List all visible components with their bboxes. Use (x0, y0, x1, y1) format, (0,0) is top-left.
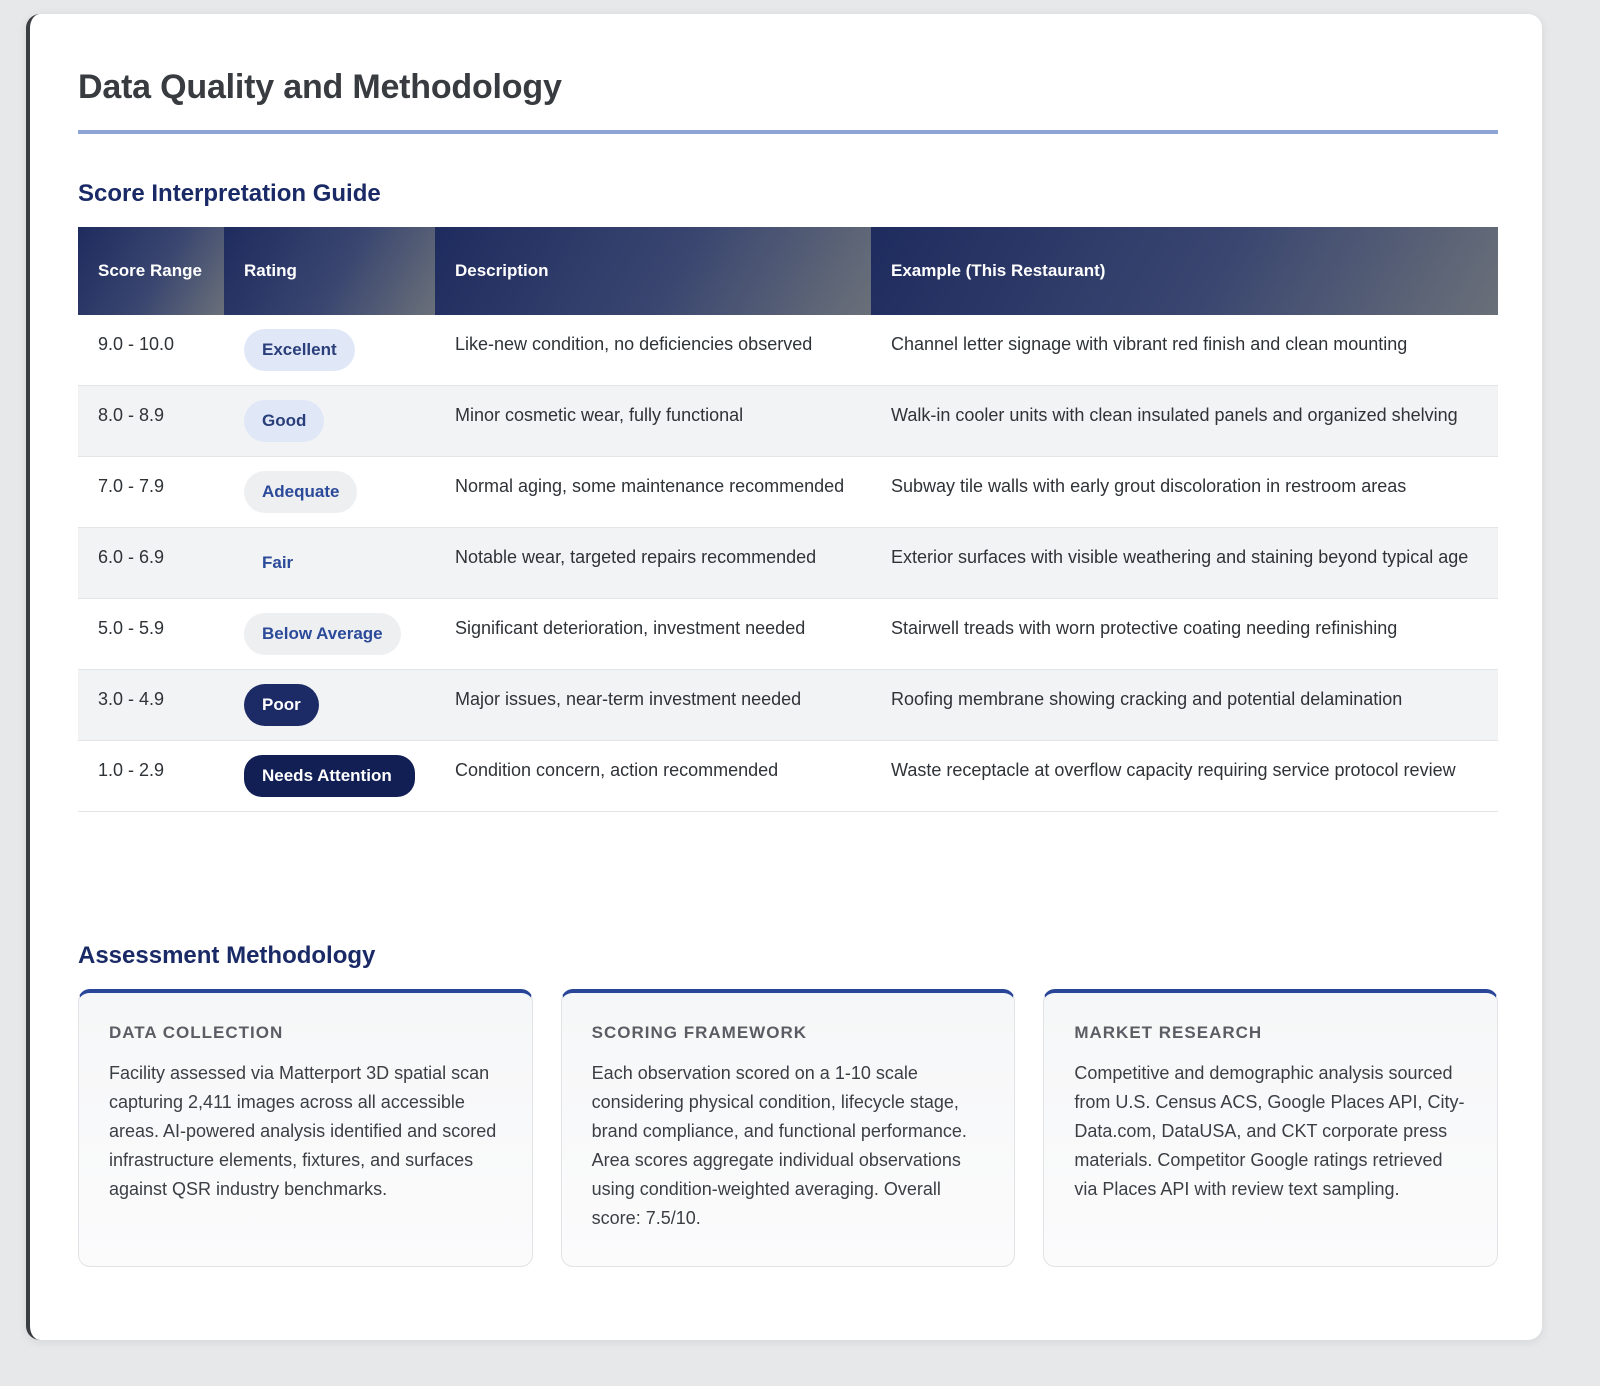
score-range-cell: 7.0 - 7.9 (78, 457, 224, 528)
example-cell: Exterior surfaces with visible weathering and staining beyond typical age (871, 528, 1498, 599)
description-cell: Major issues, near-term investment needed (435, 670, 871, 741)
score-range-cell: 3.0 - 4.9 (78, 670, 224, 741)
methodology-cards (78, 989, 1498, 1267)
table-row (78, 670, 1498, 741)
score-range-cell: 6.0 - 6.9 (78, 528, 224, 599)
rating-badge-adequate: Adequate (244, 471, 357, 513)
data-collection-card (78, 989, 533, 1267)
table-row (78, 741, 1498, 812)
score-range-cell: 1.0 - 2.9 (78, 741, 224, 812)
rating-badge-needs-attention: Needs Attention (244, 755, 415, 797)
table-row (78, 386, 1498, 457)
example-cell: Stairwell treads with worn protective coating needing refinishing (871, 599, 1498, 670)
table-row (78, 315, 1498, 386)
table-row (78, 528, 1498, 599)
description-cell: Like-new condition, no deficiencies observed (435, 315, 871, 386)
rating-badge-poor: Poor (244, 684, 319, 726)
example-cell: Walk-in cooler units with clean insulated panels and organized shelving (871, 386, 1498, 457)
table-row (78, 599, 1498, 670)
score-range-cell: 8.0 - 8.9 (78, 386, 224, 457)
header-example: Example (This Restaurant) (871, 227, 1498, 315)
description-cell: Notable wear, targeted repairs recommended (435, 528, 871, 599)
page-title: Data Quality and Methodology (78, 68, 562, 106)
card-heading: SCORING FRAMEWORK (591, 1023, 807, 1042)
score-guide-title: Score Interpretation Guide (78, 180, 381, 207)
rating-badge-fair: Fair (262, 553, 294, 572)
score-range-cell: 5.0 - 5.9 (78, 599, 224, 670)
description-cell: Significant deterioration, investment needed (435, 599, 871, 670)
rating-badge-excellent: Excellent (244, 329, 355, 371)
card-text: Each observation scored on a 1-10 scale considering physical condition, lifecycle stage, brand compliance, and functional performance. Area scores aggregate individual observations using condition-weighted averaging. Overall score: 7.5/10. (591, 1063, 967, 1228)
card-heading: DATA COLLECTION (109, 1023, 284, 1042)
description-cell: Minor cosmetic wear, fully functional (435, 386, 871, 457)
card-heading: MARKET RESEARCH (1074, 1023, 1263, 1042)
methodology-title: Assessment Methodology (78, 942, 376, 969)
table-row (78, 457, 1498, 528)
example-cell: Subway tile walls with early grout discoloration in restroom areas (871, 457, 1498, 528)
score-interpretation-table (78, 227, 1498, 812)
header-rating: Rating (224, 227, 435, 315)
card-text: Facility assessed via Matterport 3D spatial scan capturing 2,411 images across all accessible areas. AI-powered analysis identified and scored infrastructure elements, fixtures, and surfaces against QSR industry benchmarks. (109, 1063, 497, 1199)
score-range-cell: 9.0 - 10.0 (78, 315, 224, 386)
example-cell: Roofing membrane showing cracking and potential delamination (871, 670, 1498, 741)
example-cell: Channel letter signage with vibrant red finish and clean mounting (871, 315, 1498, 386)
scoring-framework-card (561, 989, 1016, 1267)
report-card (26, 14, 1542, 1340)
rating-badge-good: Good (244, 400, 324, 442)
header-score-range: Score Range (78, 227, 224, 315)
title-divider (78, 130, 1498, 134)
card-text: Competitive and demographic analysis sourced from U.S. Census ACS, Google Places API, City-Data.com, DataUSA, and CKT corporate press materials. Competitor Google ratings retrieved via Places API with review text sampling. (1074, 1063, 1465, 1199)
description-cell: Condition concern, action recommended (435, 741, 871, 812)
header-description: Description (435, 227, 871, 315)
description-cell: Normal aging, some maintenance recommended (435, 457, 871, 528)
market-research-card (1043, 989, 1498, 1267)
rating-badge-below-average: Below Average (244, 613, 401, 655)
table-header-row (78, 227, 1498, 315)
example-cell: Waste receptacle at overflow capacity requiring service protocol review (871, 741, 1498, 812)
